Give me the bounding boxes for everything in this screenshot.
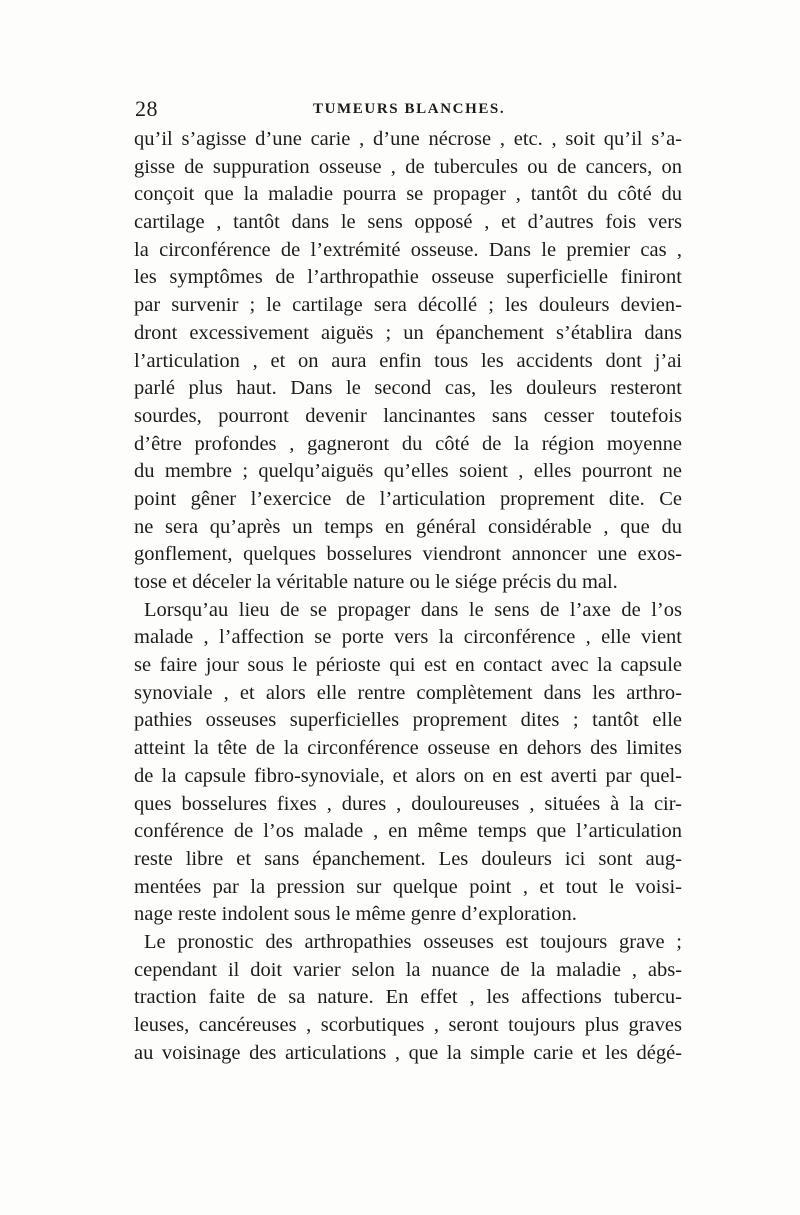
text-line: sourdes, pourront devenir lancinantes sans cesser toutefois <box>134 404 682 427</box>
text-line: ques bosselures fixes , dures , douloureuses , situées à la cir- <box>134 792 682 815</box>
text-line: au voisinage des articulations , que la simple carie et les dégé- <box>134 1041 682 1064</box>
text-line: reste libre et sans épanchement. Les douleurs ici sont aug- <box>134 847 682 870</box>
text-line: conférence de l’os malade , en même temps que l’articulation <box>134 820 682 843</box>
text-line: ne sera qu’après un temps en général considérable , que du <box>134 515 682 538</box>
text-line: mentées par la pression sur quelque point , et tout le voisi- <box>134 875 682 898</box>
text-line: malade , l’affection se porte vers la circonférence , elle vient <box>134 626 682 649</box>
text-line: traction faite de sa nature. En effet , les affections tubercu- <box>134 986 682 1009</box>
text-line: point gêner l’exercice de l’articulation proprement dite. Ce <box>134 487 682 510</box>
body-text <box>134 126 682 1067</box>
page-number: 28 <box>135 96 158 121</box>
text-line: synoviale , et alors elle rentre complètement dans les arthro- <box>134 681 682 704</box>
text-line: qu’il s’agisse d’une carie , d’une nécrose , etc. , soit qu’il s’a- <box>134 128 682 150</box>
text-line: cependant il doit varier selon la nuance de la maladie , abs- <box>134 958 682 981</box>
text-line: atteint la tête de la circonférence osseuse en dehors des limites <box>134 737 682 760</box>
paragraph-start-line: Lorsqu’au lieu de se propager dans le sens de l’axe de l’os <box>144 598 682 621</box>
paragraph-start-line: Le pronostic des arthropathies osseuses est toujours grave ; <box>144 930 682 953</box>
text-line: dront excessivement aiguës ; un épanchement s’établira dans <box>134 321 682 344</box>
running-head: TUMEURS BLANCHES. <box>313 101 506 117</box>
text-line: nage reste indolent sous le même genre d’exploration. <box>134 903 577 926</box>
text-line: pathies osseuses superficielles proprement dites ; tantôt elle <box>134 709 682 732</box>
text-line: parlé plus haut. Dans le second cas, les douleurs resteront <box>134 377 682 400</box>
text-line: se faire jour sous le périoste qui est en contact avec la capsule <box>134 654 682 677</box>
text-line: leuses, cancéreuses , scorbutiques , seront toujours plus graves <box>134 1014 682 1036</box>
text-line: par survenir ; le cartilage sera décollé ; les douleurs devien- <box>134 294 682 317</box>
text-line: cartilage , tantôt dans le sens opposé , et d’autres fois vers <box>134 211 682 234</box>
text-line: de la capsule fibro-synoviale, et alors on en est averti par quel- <box>134 764 682 787</box>
text-line: d’être profondes , gagneront du côté de la région moyenne <box>134 432 682 455</box>
text-line: conçoit que la maladie pourra se propager , tantôt du côté du <box>134 183 682 206</box>
page-header <box>135 96 675 126</box>
text-line: la circonférence de l’extrémité osseuse. Dans le premier cas , <box>134 238 682 261</box>
text-line: tose et déceler la véritable nature ou le siége précis du mal. <box>134 571 618 593</box>
text-line: l’articulation , et on aura enfin tous les accidents dont j’ai <box>134 349 682 372</box>
text-line: gonflement, quelques bosselures viendront annoncer une exos- <box>134 543 682 566</box>
text-line: gisse de suppuration osseuse , de tubercules ou de cancers, on <box>134 155 682 178</box>
text-line: les symptômes de l’arthropathie osseuse superficielle finiront <box>134 266 682 289</box>
text-line: du membre ; quelqu’aiguës qu’elles soient , elles pourront ne <box>134 460 682 483</box>
